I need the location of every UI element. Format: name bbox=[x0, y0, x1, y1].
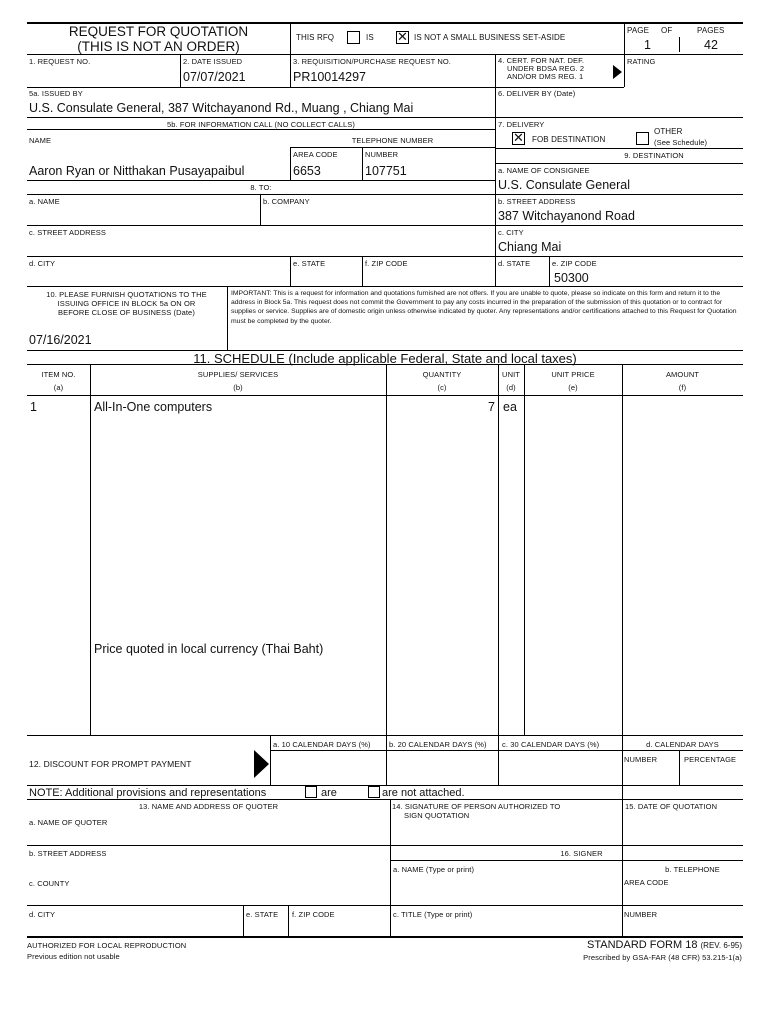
signer-number-label: NUMBER bbox=[624, 910, 658, 919]
name-label: NAME bbox=[29, 136, 52, 145]
requisition-field[interactable]: PR10014297 bbox=[293, 70, 366, 84]
page-label: PAGE bbox=[627, 26, 650, 35]
date-issued-field[interactable]: 07/07/2021 bbox=[183, 70, 246, 84]
footer-revision: (REV. 6-95) bbox=[700, 941, 742, 950]
col-amount-header: AMOUNT bbox=[665, 370, 700, 379]
dest-city-field[interactable]: Chiang Mai bbox=[498, 240, 562, 254]
footer-authorized: AUTHORIZED FOR LOCAL REPRODUCTION bbox=[27, 941, 187, 950]
arrow-right-icon bbox=[613, 65, 622, 79]
date-issued-label: 2. DATE ISSUED bbox=[183, 57, 243, 66]
number-label: NUMBER bbox=[365, 150, 399, 159]
rating-label: RATING bbox=[627, 57, 656, 66]
requisition-label: 3. REQUISITION/PURCHASE REQUEST NO. bbox=[293, 57, 451, 66]
quoter-title: 13. NAME AND ADDRESS OF QUOTER bbox=[138, 802, 279, 811]
to-label: 8. TO: bbox=[250, 183, 272, 192]
discount-30-label: c. 30 CALENDAR DAYS (%) bbox=[502, 740, 600, 749]
signer-name-label: a. NAME (Type or print) bbox=[393, 865, 475, 874]
signature-label-1: 14. SIGNATURE OF PERSON AUTHORIZED TO bbox=[392, 802, 561, 811]
item-no-cell[interactable]: 1 bbox=[30, 400, 37, 414]
is-small-business-checkbox[interactable] bbox=[347, 31, 360, 44]
footer-prescribed: Prescribed by GSA-FAR (48 CFR) 53.215-1(a) bbox=[583, 953, 742, 962]
col-quantity-header: QUANTITY bbox=[422, 370, 462, 379]
total-pages: 42 bbox=[704, 38, 718, 52]
area-code-field[interactable]: 6653 bbox=[293, 164, 321, 178]
is-not-small-business-label: IS NOT A SMALL BUSINESS SET-ASIDE bbox=[414, 33, 566, 42]
signer-telephone-label: b. TELEPHONE bbox=[665, 865, 720, 874]
other-checkbox[interactable] bbox=[636, 132, 649, 145]
col-unit-price-sub: (e) bbox=[568, 383, 578, 392]
to-name-label: a. NAME bbox=[29, 197, 60, 206]
cert-label-1: 4. CERT. FOR NAT. DEF. bbox=[498, 56, 585, 65]
is-not-small-business-checkbox[interactable]: ✕ bbox=[397, 30, 408, 45]
footer-form-name: STANDARD FORM 18 bbox=[587, 939, 698, 951]
to-street-label: c. STREET ADDRESS bbox=[29, 228, 106, 237]
pages-label: PAGES bbox=[697, 26, 725, 35]
footer-previous-edition: Previous edition not usable bbox=[27, 952, 120, 961]
signer-area-code-label: AREA CODE bbox=[624, 878, 669, 887]
fob-destination-label: FOB DESTINATION bbox=[532, 135, 606, 144]
cert-label-3: AND/OR DMS REG. 1 bbox=[507, 72, 584, 81]
contact-name-field[interactable]: Aaron Ryan or Nitthakan Pusayapaibul bbox=[29, 164, 245, 178]
quoter-state-label: e. STATE bbox=[246, 910, 279, 919]
quotation-due-date-field[interactable]: 07/16/2021 bbox=[29, 333, 92, 347]
item-quantity-cell[interactable]: 7 bbox=[488, 400, 495, 414]
dest-zip-field[interactable]: 50300 bbox=[554, 271, 589, 285]
provisions-note: NOTE: Additional provisions and representations bbox=[29, 787, 267, 799]
see-schedule-label: (See Schedule) bbox=[654, 138, 708, 147]
page-number: 1 bbox=[644, 38, 651, 52]
calendar-days-label: d. CALENDAR DAYS bbox=[646, 740, 719, 749]
discount-percentage-label: PERCENTAGE bbox=[684, 755, 737, 764]
quoter-county-label: c. COUNTY bbox=[29, 879, 70, 888]
form-title: REQUEST FOR QUOTATION bbox=[68, 24, 249, 39]
quotation-date-label: 15. DATE OF QUOTATION bbox=[625, 802, 718, 811]
signature-label-2: SIGN QUOTATION bbox=[404, 811, 470, 820]
fob-destination-checkbox[interactable]: ✕ bbox=[513, 131, 524, 146]
quoter-zip-label: f. ZIP CODE bbox=[292, 910, 335, 919]
info-call-label: 5b. FOR INFORMATION CALL (NO COLLECT CALLS) bbox=[167, 120, 355, 129]
quoter-city-label: d. CITY bbox=[29, 910, 56, 919]
dest-state-label: d. STATE bbox=[498, 259, 531, 268]
other-label: OTHER bbox=[654, 127, 683, 136]
arrow-right-icon bbox=[254, 750, 269, 778]
to-zip-label: f. ZIP CODE bbox=[365, 259, 408, 268]
col-unit-price-header: UNIT PRICE bbox=[551, 370, 595, 379]
destination-label: 9. DESTINATION bbox=[624, 151, 684, 160]
issued-by-field[interactable]: U.S. Consulate General, 387 Witchayanond Rd., Muang , Chiang Mai bbox=[29, 101, 414, 115]
currency-note: Price quoted in local currency (Thai Baht) bbox=[94, 642, 324, 656]
discount-label: 12. DISCOUNT FOR PROMPT PAYMENT bbox=[29, 759, 192, 769]
col-supplies-header: SUPPLIES/ SERVICES bbox=[197, 370, 279, 379]
consignee-label: a. NAME OF CONSIGNEE bbox=[498, 166, 590, 175]
issued-by-label: 5a. ISSUED BY bbox=[29, 89, 83, 98]
discount-number-label: NUMBER bbox=[624, 755, 658, 764]
dest-zip-label: e. ZIP CODE bbox=[552, 259, 597, 268]
provisions-are-checkbox[interactable] bbox=[305, 786, 317, 798]
item-description-cell[interactable]: All-In-One computers bbox=[94, 400, 213, 414]
block10-label-3: BEFORE CLOSE OF BUSINESS (Date) bbox=[58, 308, 195, 317]
item-unit-cell[interactable]: ea bbox=[503, 400, 517, 414]
form-subtitle: (THIS IS NOT AN ORDER) bbox=[77, 39, 240, 54]
delivery-label: 7. DELIVERY bbox=[498, 120, 545, 129]
col-unit-sub: (d) bbox=[506, 383, 516, 392]
dest-city-label: c. CITY bbox=[498, 228, 524, 237]
to-state-label: e. STATE bbox=[293, 259, 326, 268]
is-label: IS bbox=[366, 33, 374, 42]
block10-label-1: 10. PLEASE FURNISH QUOTATIONS TO THE bbox=[46, 290, 207, 299]
provisions-are-label: are bbox=[321, 787, 337, 799]
col-item-header: ITEM NO. bbox=[41, 370, 76, 379]
col-unit-header: UNIT bbox=[502, 370, 520, 379]
dest-street-label: b. STREET ADDRESS bbox=[498, 197, 576, 206]
phone-number-field[interactable]: 107751 bbox=[365, 164, 407, 178]
area-code-label: AREA CODE bbox=[293, 150, 338, 159]
consignee-field[interactable]: U.S. Consulate General bbox=[498, 178, 631, 192]
col-amount-sub: (f) bbox=[678, 383, 687, 392]
provisions-are-not-label: are not attached. bbox=[382, 787, 465, 799]
col-item-sub: (a) bbox=[53, 383, 64, 392]
discount-20-label: b. 20 CALENDAR DAYS (%) bbox=[389, 740, 487, 749]
col-quantity-sub: (c) bbox=[437, 383, 447, 392]
provisions-are-not-checkbox[interactable] bbox=[368, 786, 380, 798]
quoter-street-label: b. STREET ADDRESS bbox=[29, 849, 107, 858]
signer-title-label: c. TITLE (Type or print) bbox=[393, 910, 473, 919]
block10-label-2: ISSUING OFFICE IN BLOCK 5a ON OR bbox=[57, 299, 196, 308]
quoter-name-label: a. NAME OF QUOTER bbox=[29, 818, 108, 827]
schedule-title: 11. SCHEDULE (Include applicable Federal, State and local taxes) bbox=[193, 351, 577, 366]
col-supplies-sub: (b) bbox=[233, 383, 243, 392]
cert-label-2: UNDER BDSA REG. 2 bbox=[507, 64, 585, 73]
signer-label: 16. SIGNER bbox=[560, 849, 603, 858]
request-no-label: 1. REQUEST NO. bbox=[29, 57, 91, 66]
to-city-label: d. CITY bbox=[29, 259, 56, 268]
telephone-label: TELEPHONE NUMBER bbox=[351, 136, 434, 145]
this-rfq-label: THIS RFQ bbox=[296, 33, 335, 42]
deliver-by-label: 6. DELIVER BY (Date) bbox=[498, 89, 576, 98]
important-notice: IMPORTANT: This is a request for information and quotations furnished are not offers. If you are unable to quote, please so indicate on this form and return it to the address in Block 5a. This request does not commit the Government to pay any costs incurred in the preparation of the submission of this quotation or to contract for supplies or service. Supplies are of domestic origin unless otherwise indicated by quoter. Any representations and/or certifications attached to this Request for Quotation must be completed by the quoter. bbox=[231, 290, 737, 325]
dest-street-field[interactable]: 387 Witchayanond Road bbox=[498, 209, 635, 223]
to-company-label: b. COMPANY bbox=[263, 197, 310, 206]
discount-10-label: a. 10 CALENDAR DAYS (%) bbox=[273, 740, 371, 749]
of-label: OF bbox=[661, 26, 673, 35]
